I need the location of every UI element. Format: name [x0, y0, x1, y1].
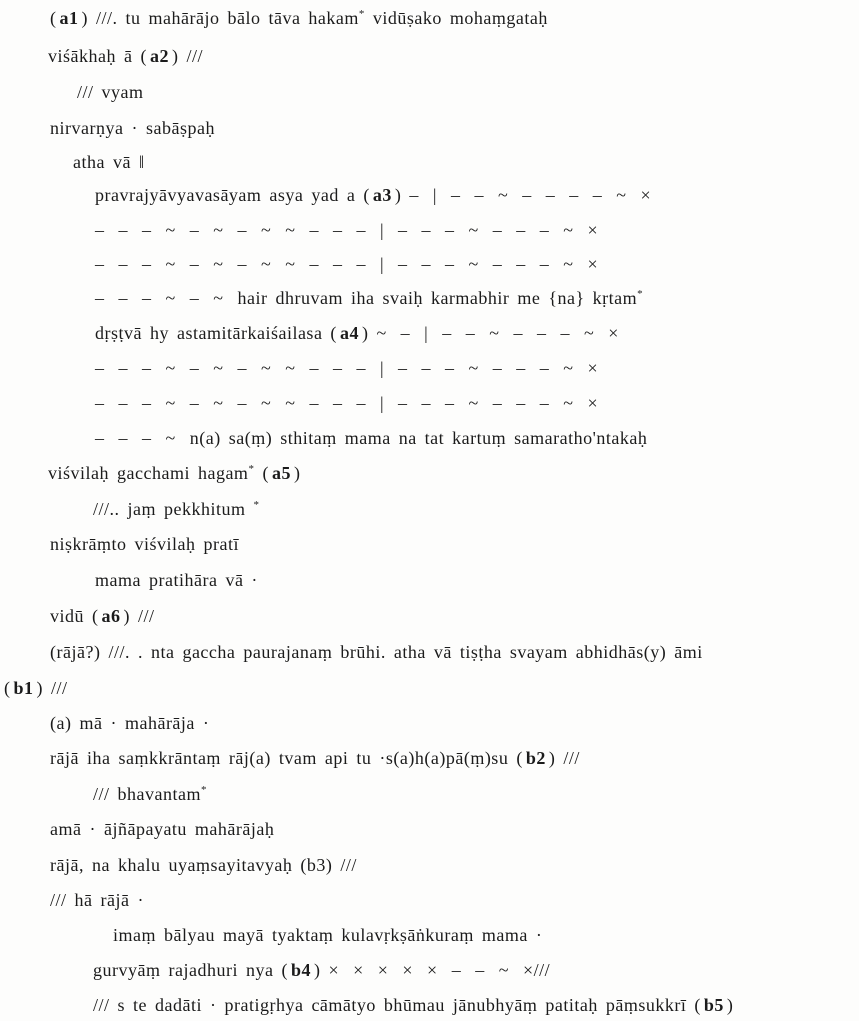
- fragment-label: b1: [13, 678, 34, 698]
- text-line-19: [50, 641, 703, 663]
- text-segment: niṣkrāṃto viśvilaḥ pratī: [50, 534, 239, 554]
- text-segment: /// hā rājā ·: [50, 890, 144, 910]
- verse-line-7: [95, 219, 598, 241]
- text-segment: ) ///. tu mahārājo bālo tāva hakam: [81, 8, 359, 28]
- text-segment: viśvilaḥ gacchami hagam: [48, 463, 249, 483]
- verse-line-6: [95, 184, 651, 206]
- text-line-3: [77, 81, 144, 103]
- text-segment: (: [254, 463, 269, 483]
- metrical-scheme: ~ – | – – ~ – – – ~ ×: [376, 323, 619, 343]
- text-segment: hair dhruvam iha svaiḥ karmabhir me {na} kṛtam: [237, 288, 638, 308]
- text-segment: viśākhaḥ ā (: [48, 46, 147, 66]
- fragment-label: b2: [525, 748, 546, 768]
- verse-mark: *: [253, 499, 260, 511]
- verse-line-28: [93, 959, 550, 981]
- text-segment: amā · ājñāpayatu mahārājaḥ: [50, 819, 275, 839]
- text-segment: ///.. jaṃ pekkhitum: [93, 499, 254, 519]
- text-segment: rājā iha saṃkkrāntaṃ rāj(a) tvam api tu ·s(a)h(a)pā(ṃ)su (: [50, 748, 523, 768]
- text-segment: ) ///: [123, 606, 155, 626]
- text-segment: vidūṣako mohaṃgataḥ: [364, 8, 548, 28]
- fragment-label: b5: [703, 995, 724, 1015]
- text-segment: ) ///: [36, 678, 68, 698]
- text-segment: atha vā ‖: [73, 152, 145, 172]
- verse-line-8: [95, 253, 598, 275]
- text-segment: (a) mā · mahārāja ·: [50, 713, 210, 733]
- text-line-15: [93, 498, 260, 520]
- text-segment: /// bhavantam: [93, 784, 201, 804]
- text-line-2: [48, 45, 203, 67]
- fragment-label: a4: [339, 323, 359, 343]
- text-line-16: [50, 533, 239, 555]
- fragment-label: b4: [290, 960, 311, 980]
- text-line-22: [50, 747, 580, 769]
- text-line-24: [50, 818, 274, 840]
- verse-mark: *: [637, 288, 644, 300]
- text-segment: ) ///: [548, 748, 580, 768]
- verse-line-12: [95, 392, 598, 414]
- text-line-29: [93, 994, 733, 1016]
- text-line-25: [50, 854, 357, 876]
- verse-line-10: [95, 322, 619, 344]
- verse-mark: *: [200, 784, 207, 796]
- text-segment: imaṃ bālyau mayā tyaktaṃ kulavṛkṣāṅkuraṃ mama ·: [113, 925, 543, 945]
- verse-line-13: [95, 427, 647, 449]
- text-segment: /// vyam: [77, 82, 144, 102]
- text-segment: ): [361, 323, 377, 343]
- fragment-label: a5: [271, 463, 291, 483]
- text-segment: nirvarṇya · sabāṣpaḥ: [50, 118, 215, 138]
- text-segment: vidū (: [50, 606, 99, 626]
- verse-mark: *: [248, 463, 255, 475]
- verse-line-9: [95, 287, 643, 309]
- metrical-scheme: × × × × × – – ~ ×///: [328, 960, 551, 980]
- text-segment: (rājā?) ///. . nta gaccha paurajanaṃ brūhi. atha vā tiṣṭha svayam abhidhās(y) āmi: [50, 642, 703, 662]
- text-line-5: [73, 151, 145, 173]
- text-line-14: [48, 462, 300, 484]
- fragment-label: a1: [59, 8, 79, 28]
- metrical-scheme: – – – ~ – ~ – ~ ~ – – – | – – – ~ – – – ~ ×: [95, 220, 599, 240]
- text-segment: rājā, na khalu uyaṃsayitavyaḥ (b3) ///: [50, 855, 357, 875]
- metrical-scheme: – | – – ~ – – – – ~ ×: [409, 185, 652, 205]
- text-line-20: [4, 677, 68, 699]
- text-segment: n(a) sa(ṃ) sthitaṃ mama na tat kartuṃ samaratho'ntakaḥ: [189, 428, 648, 448]
- metrical-scheme: – – – ~ – ~ – ~ ~ – – – | – – – ~ – – – ~ ×: [95, 358, 599, 378]
- text-line-1: [50, 7, 548, 29]
- verse-mark: *: [358, 8, 365, 20]
- text-line-21: [50, 712, 209, 734]
- text-segment: pravrajyāvyavasāyam asya yad a (: [95, 185, 370, 205]
- text-segment: dṛṣṭvā hy astamitārkaiśailasa (: [95, 323, 337, 343]
- text-segment: ) ///: [171, 46, 203, 66]
- verse-line-11: [95, 357, 598, 379]
- text-segment: gurvyāṃ rajadhuri nya (: [93, 960, 288, 980]
- text-line-4: [50, 117, 215, 139]
- metrical-scheme: – – – ~ – ~ – ~ ~ – – – | – – – ~ – – – ~ ×: [95, 393, 599, 413]
- metrical-scheme: – – – ~ – ~ – ~ ~ – – – | – – – ~ – – – ~ ×: [95, 254, 599, 274]
- verse-line-27: [113, 924, 542, 946]
- metrical-scheme: – – – ~ – ~: [95, 288, 238, 308]
- text-segment: (: [4, 678, 11, 698]
- text-line-26: [50, 889, 144, 911]
- metrical-scheme: – – – ~: [95, 428, 190, 448]
- fragment-label: a2: [149, 46, 169, 66]
- text-line-17: [95, 569, 258, 591]
- text-segment: (: [50, 8, 57, 28]
- text-segment: ): [394, 185, 410, 205]
- fragment-label: a6: [101, 606, 121, 626]
- text-segment: ): [726, 995, 734, 1015]
- text-segment: ): [293, 463, 301, 483]
- text-line-18: [50, 605, 155, 627]
- text-segment: ): [313, 960, 329, 980]
- text-line-23: [93, 783, 207, 805]
- fragment-label: a3: [372, 185, 392, 205]
- text-segment: /// s te dadāti · pratigṛhya cāmātyo bhūmau jānubhyāṃ patitaḥ pāṃsukkrī (: [93, 995, 701, 1015]
- text-segment: mama pratihāra vā ·: [95, 570, 258, 590]
